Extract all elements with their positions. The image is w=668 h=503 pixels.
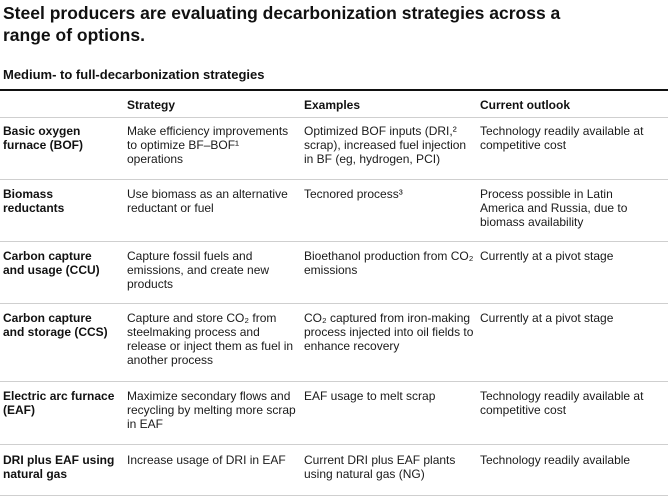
strategy-ccs: Capture and store CO₂ from steelmaking process and release or inject them as fuel in another process (127, 311, 294, 367)
strategy-dri-eaf: Increase usage of DRI in EAF (127, 453, 286, 467)
strategy-biomass: Use biomass as an alternative reductant or fuel (127, 187, 288, 215)
examples-bof: Optimized BOF inputs (DRI,² scrap), increased fuel injection in BF (eg, hydrogen, PCI) (304, 124, 467, 166)
row-label-biomass: Biomass reductants (3, 187, 65, 215)
examples-ccs: CO₂ captured from iron-making process injected into oil fields to enhance recovery (304, 311, 474, 353)
column-header-examples: Examples (304, 98, 361, 112)
top-divider (0, 89, 668, 91)
outlook-biomass: Process possible in Latin America and Russia, due to biomass availability (480, 187, 628, 229)
row-divider (0, 241, 668, 242)
row-label-ccu: Carbon capture and usage (CCU) (3, 249, 100, 277)
strategy-eaf: Maximize secondary flows and recycling by melting more scrap in EAF (127, 389, 296, 431)
column-header-strategy: Strategy (127, 98, 176, 112)
row-label-ccs: Carbon capture and storage (CCS) (3, 311, 108, 339)
outlook-bof: Technology readily available at competitive cost (480, 124, 644, 152)
bottom-divider (0, 495, 668, 496)
strategy-bof: Make efficiency improvements to optimize BF–BOF¹ operations (127, 124, 289, 166)
row-divider (0, 444, 668, 445)
strategy-ccu: Capture fossil fuels and emissions, and create new products (127, 249, 270, 291)
row-divider (0, 179, 668, 180)
row-label-dri-eaf: DRI plus EAF using natural gas (3, 453, 115, 481)
outlook-ccs: Currently at a pivot stage (480, 311, 614, 325)
column-header-outlook: Current outlook (480, 98, 570, 112)
examples-dri-eaf: Current DRI plus EAF plants using natural gas (NG) (304, 453, 456, 481)
page-title: Steel producers are evaluating decarbonization strategies across a range of options. (3, 3, 561, 45)
row-divider (0, 117, 668, 118)
examples-biomass: Tecnored process³ (304, 187, 403, 201)
table-subtitle: Medium- to full-decarbonization strategies (3, 67, 265, 82)
examples-ccu: Bioethanol production from CO₂ emissions (304, 249, 474, 277)
outlook-dri-eaf: Technology readily available (480, 453, 631, 467)
examples-eaf: EAF usage to melt scrap (304, 389, 436, 403)
outlook-eaf: Technology readily available at competitive cost (480, 389, 644, 417)
row-divider (0, 303, 668, 304)
row-divider (0, 381, 668, 382)
row-label-bof: Basic oxygen furnace (BOF) (3, 124, 84, 152)
row-label-eaf: Electric arc furnace (EAF) (3, 389, 115, 417)
outlook-ccu: Currently at a pivot stage (480, 249, 614, 263)
